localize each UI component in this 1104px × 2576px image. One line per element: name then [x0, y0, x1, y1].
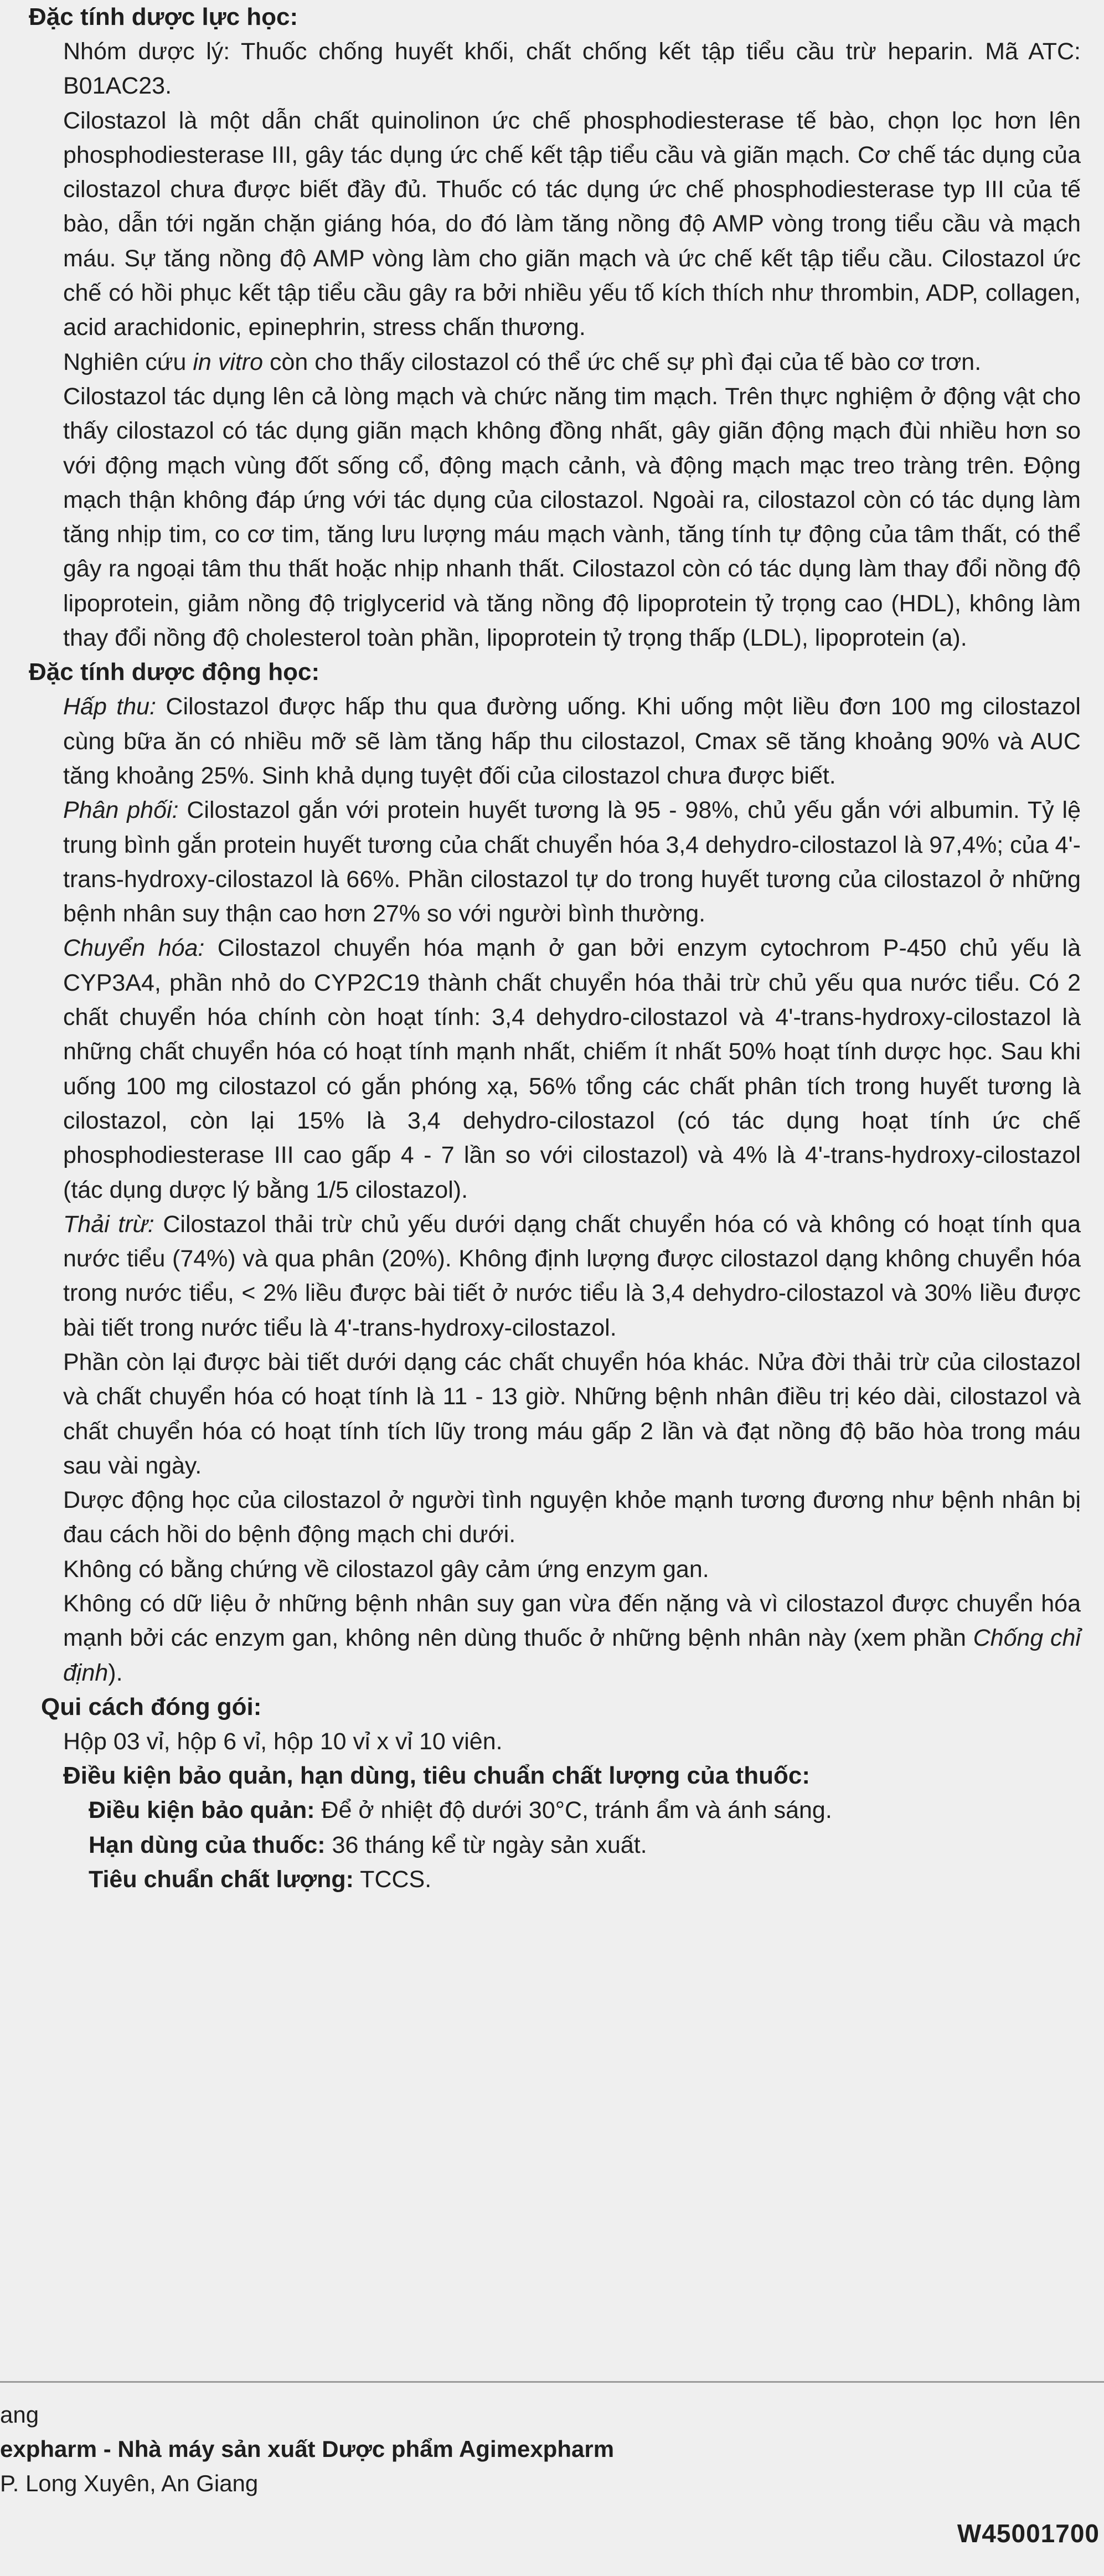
metabolism-text: Cilostazol chuyển hóa mạnh ở gan bởi enzym cytochrom P-450 chủ yếu là CYP3A4, phần nhỏ do CYP2C19 thành chất chuyển hóa thải trừ chủ yếu qua nước tiểu. Có 2 chất chuyển hóa chính còn hoạt tính: 3,4 dehydro-cilostazol và 4'-trans-hydroxy-cilostazol là những chất chuyển hóa có hoạt tính mạnh nhất, chiếm ít nhất 50% hoạt tính dược học. Sau khi uống 100 mg cilostazol có gắn phóng xạ, 56% tổng các chất phân tích trong huyết tương là cilostazol, còn lại 15% là 3,4 dehydro-cilostazol (có tác dụng hoạt tính ức chế phosphodiesterase III cao gấp 4 - 7 lần so với cilostazol) và 4% là 4'-trans-hydroxy-cilostazol (tác dụng dược lý bằng 1/5 cilostazol). [63, 935, 1081, 1203]
invitro-em: in vitro [193, 348, 264, 375]
shelf-life-text: 36 tháng kể từ ngày sản xuất. [325, 1831, 647, 1858]
pk-paragraph-2: Dược động học của cilostazol ở người tình nguyện khỏe mạnh tương đương như bệnh nhân bị đau cách hồi do bệnh động mạch chi dưới. [63, 1487, 1081, 1548]
metabolism-label: Chuyển hóa: [63, 935, 205, 962]
elimination-label: Thải trừ: [63, 1210, 154, 1238]
pharmacodynamics-title: Đặc tính dược lực học: [29, 3, 298, 30]
pd-paragraph-3: Cilostazol tác dụng lên cả lòng mạch và chức năng tim mạch. Trên thực nghiệm ở động vật cho thấy cilostazol có tác dụng giãn mạch không đồng nhất, gây giãn động mạch đùi nhiều hơn so với động mạch vùng đốt sống cổ, động mạch cảnh, và động mạch mạc treo tràng trên. Động mạch thận không đáp ứng với tác dụng của cilostazol. Ngoài ra, cilostazol còn có tác dụng làm tăng nhịp tim, co cơ tim, tăng lưu lượng máu mạch vành, tăng tính tự động của tâm thất, có thể gây ra ngoại tâm thu thất hoặc nhịp nhanh thất. Cilostazol còn có tác dụng làm thay đổi nồng độ lipoprotein, giảm nồng độ triglycerid và tăng nồng độ lipoprotein tỷ trọng cao (HDL), không làm thay đổi nồng độ cholesterol toàn phần, lipoprotein tỷ trọng thấp (LDL), lipoprotein (a). [63, 383, 1081, 652]
quality-standard [89, 1862, 1081, 1897]
footer-manufacturer-name: expharm - Nhà máy sản xuất Dược phẩm Agimexpharm [0, 2436, 615, 2462]
liver-pre: Không có dữ liệu ở những bệnh nhân suy gan vừa đến nặng và vì cilostazol được chuyển hóa mạnh bởi các enzym gan, không nên dùng thuốc ở những bệnh nhân này (xem phần [63, 1590, 1081, 1652]
shelf-life [89, 1828, 1081, 1862]
invitro-pre: Nghiên cứu [63, 348, 193, 375]
packaging-text: Hộp 03 vỉ, hộp 6 vỉ, hộp 10 vỉ x vỉ 10 viên. [63, 1728, 503, 1755]
invitro-post: còn cho thấy cilostazol có thể ức chế sự phì đại của tế bào cơ trơn. [263, 348, 982, 375]
pk-absorption [63, 689, 1081, 793]
elimination-text: Cilostazol thải trừ chủ yếu dưới dạng chất chuyển hóa có và không có hoạt tính qua nước tiểu (74%) và qua phân (20%). Không định lượng được cilostazol dạng không chuyển hóa trong nước tiểu, < 2% liều được bài tiết ở nước tiểu là 3,4 dehydro-cilostazol và 30% liều được bài tiết trong nước tiểu là 4'-trans-hydroxy-cilostazol. [63, 1210, 1081, 1341]
pk-paragraph-1: Phần còn lại được bài tiết dưới dạng các chất chuyển hóa khác. Nửa đời thải trừ của cilostazol và chất chuyển hóa có hoạt tính là 11 - 13 giờ. Những bệnh nhân điều trị kéo dài, cilostazol và chất chuyển hóa có hoạt tính tích lũy trong máu gấp 2 lần và đạt nồng độ bão hòa trong máu sau vài ngày. [63, 1348, 1081, 1479]
absorption-label: Hấp thu: [63, 693, 156, 720]
pk-elimination [63, 1207, 1081, 1345]
footer-address: P. Long Xuyên, An Giang [0, 2470, 259, 2496]
document [29, 0, 1081, 1897]
pk-paragraph-3: Không có bằng chứng về cilostazol gây cảm ứng enzym gan. [63, 1555, 709, 1583]
liver-em: Chống chỉ định [63, 1625, 1081, 1686]
storage-condition [89, 1793, 1081, 1827]
pharmacokinetics-body [29, 689, 1081, 1690]
pd-paragraph-invitro [63, 345, 1081, 379]
packaging-body [29, 1724, 1081, 1759]
quality-standard-label: Tiêu chuẩn chất lượng: [89, 1866, 354, 1893]
liver-post: ). [108, 1659, 123, 1686]
distribution-label: Phân phối: [63, 797, 179, 824]
storage-title: Điều kiện bảo quản, hạn dùng, tiêu chuẩn chất lượng của thuốc: [63, 1762, 810, 1790]
pk-metabolism [63, 931, 1081, 1207]
footer-line-1: ang [0, 2402, 39, 2428]
document-code: W45001700 [957, 2519, 1100, 2548]
distribution-text: Cilostazol gắn với protein huyết tương là 95 - 98%, chủ yếu gắn với albumin. Tỷ lệ trung bình gắn protein huyết tương của chất chuyển hóa 3,4 dehydro-cilostazol là 97,4%; của 4'-trans-hydroxy-cilostazol là 66%. Phần cilostazol tự do trong huyết tương của cilostazol ở những bệnh nhân suy thận cao hơn 27% so với người bình thường. [63, 797, 1081, 928]
quality-standard-text: TCCS. [354, 1866, 432, 1893]
manufacturer-footer [0, 2398, 614, 2501]
pd-paragraph-1: Nhóm dược lý: Thuốc chống huyết khối, chất chống kết tập tiểu cầu trừ heparin. Mã ATC: B01AC23. [63, 38, 1081, 100]
pk-distribution [63, 793, 1081, 931]
shelf-life-label: Hạn dùng của thuốc: [89, 1831, 326, 1858]
pharmacokinetics-title: Đặc tính dược động học: [29, 658, 320, 686]
storage-condition-label: Điều kiện bảo quản: [89, 1797, 315, 1824]
storage-condition-text: Để ở nhiệt độ dưới 30°C, tránh ẩm và ánh sáng. [314, 1797, 832, 1824]
absorption-text: Cilostazol được hấp thu qua đường uống. Khi uống một liều đơn 100 mg cilostazol cùng bữa ăn có nhiều mỡ sẽ làm tăng hấp thu cilostazol, Cmax sẽ tăng khoảng 90% và AUC tăng khoảng 25%. Sinh khả dụng tuyệt đối của cilostazol chưa được biết. [63, 693, 1081, 789]
divider-line [0, 2381, 1104, 2383]
storage-list [29, 1793, 1081, 1897]
pharmacodynamics-body [29, 34, 1081, 655]
packaging-title: Qui cách đóng gói: [41, 1693, 262, 1720]
pd-paragraph-2: Cilostazol là một dẫn chất quinolinon ức chế phosphodiesterase tế bào, chọn lọc hơn lên phosphodiesterase III, gây tác dụng ức chế kết tập tiểu cầu và giãn mạch. Cơ chế tác dụng của cilostazol chưa được biết đầy đủ. Thuốc có tác dụng ức chế phosphodiesterase typ III của tế bào, dẫn tới ngăn chặn giáng hóa, do đó làm tăng nồng độ AMP vòng trong tiểu cầu và mạch máu. Sự tăng nồng độ AMP vòng làm cho giãn mạch và ức chế kết tập tiểu cầu. Cilostazol ức chế có hồi phục kết tập tiểu cầu gây ra bởi nhiều yếu tố kích thích như thrombin, ADP, collagen, acid arachidonic, epinephrin, stress chấn thương. [63, 107, 1081, 341]
pk-liver [63, 1586, 1081, 1690]
